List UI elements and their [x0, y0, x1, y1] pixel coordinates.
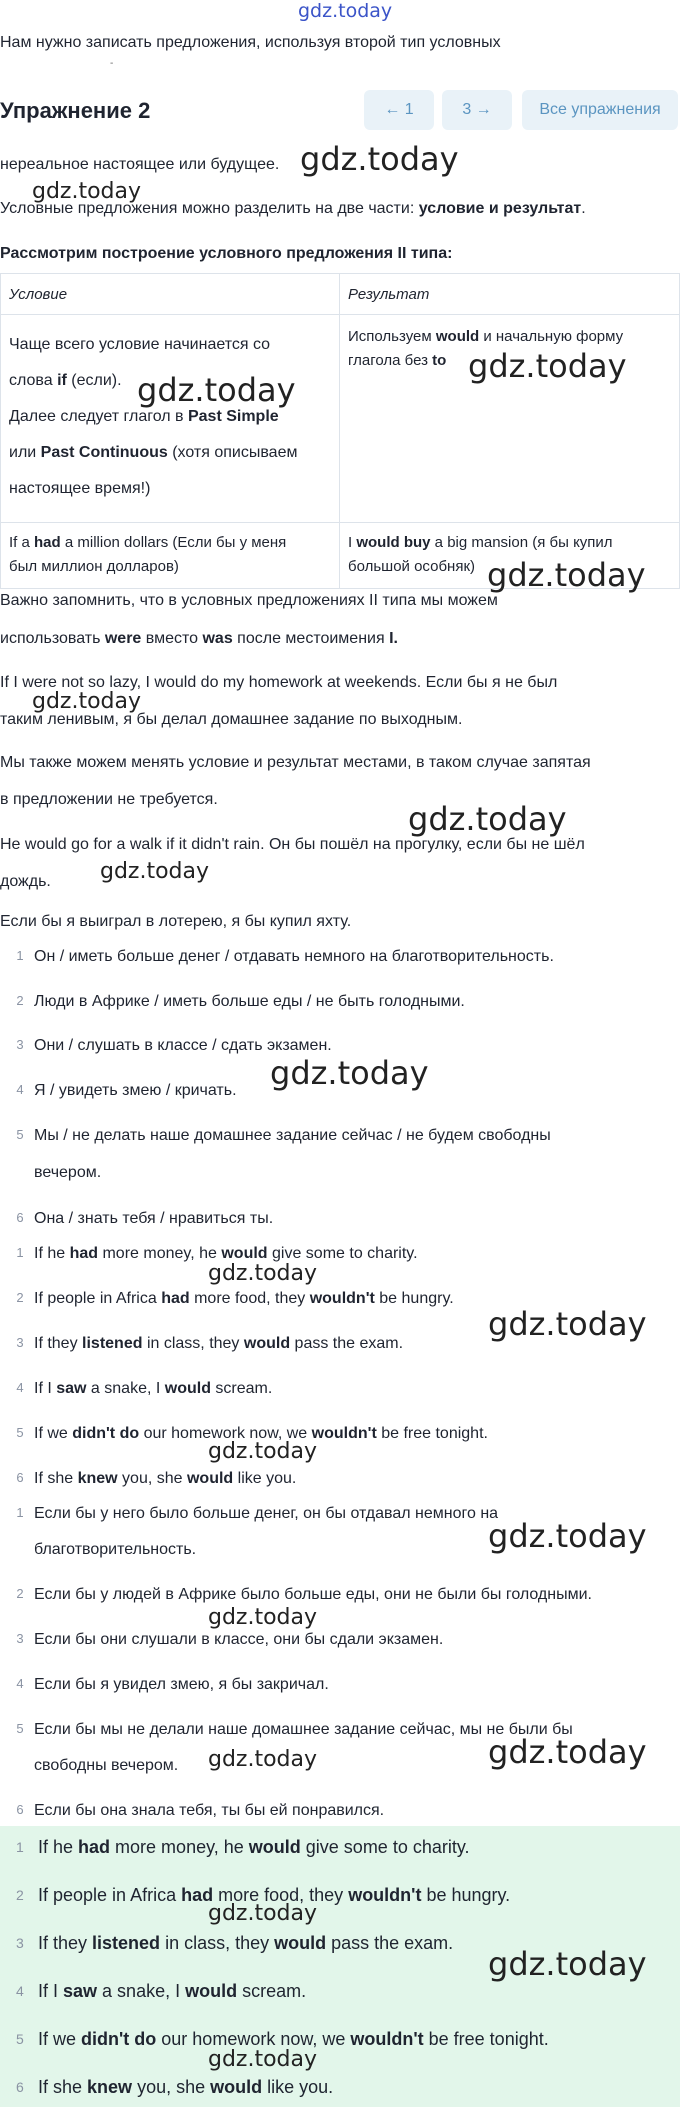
watermark: gdz.today [137, 371, 296, 409]
watermark: gdz.today [100, 859, 210, 884]
swap-note-line1: Мы также можем менять условие и результат местами, в таком случае запятая [0, 754, 591, 771]
next-exercise-button[interactable]: 3 → [442, 90, 512, 130]
watermark: gdz.today [32, 689, 142, 714]
watermark: gdz.today [488, 1945, 647, 1983]
watermark: gdz.today [300, 140, 459, 178]
watermark: gdz.today [468, 347, 627, 385]
theory-heading: Рассмотрим построение условного предложения II типа: [0, 245, 453, 262]
watermark: gdz.today [488, 1517, 647, 1555]
watermark: gdz.today [208, 2047, 318, 2072]
watermark: gdz.today [488, 1305, 647, 1343]
watermark: gdz.today [270, 1054, 429, 1092]
watermark: gdz.today [488, 1733, 647, 1771]
watermark: gdz.today [208, 1605, 318, 1630]
table-cell-condition-rule: Чаще всего условие начинается со слова if (если). Далее следует глагол в Past Simple или Past Continuous (хотя описываем настоящее время!) [1, 315, 340, 523]
table-cell-condition-example: If a had a million dollars (Если бы у меня был миллион долларов) [1, 523, 340, 589]
theory-line2: Условные предложения можно разделить на две части: условие и результат. [0, 200, 586, 217]
example1-line1: If I were not so lazy, I would do my homework at weekends. Если бы я не был [0, 674, 558, 691]
were-note-line1: Важно запомнить, что в условных предложениях II типа мы можем [0, 592, 498, 609]
watermark: gdz.today [208, 1261, 318, 1286]
were-note-line2: использовать were вместо was после местоимения I. [0, 630, 398, 647]
sample-sentence: Если бы я выиграл в лотерею, я бы купил яхту. [0, 913, 352, 930]
example1-line2: таким ленивым, я бы делал домашнее задание по выходным. [0, 711, 463, 728]
exercise-title: Упражнение 2 [0, 98, 151, 123]
table-cell-result-example: I would buy a big mansion (я бы купил большой особняк) [340, 523, 680, 589]
watermark: gdz.today [408, 800, 567, 838]
example2-line2: дождь. [0, 873, 51, 890]
swap-note-line2: в предложении не требуется. [0, 791, 218, 808]
watermark: gdz.today [208, 1901, 318, 1926]
table-head-result: Результат [340, 274, 680, 315]
intro-dash: - [110, 58, 114, 69]
example2-line1: He would go for a walk if it didn't rain. Он бы пошёл на прогулку, если бы не шёл [0, 836, 585, 853]
watermark: gdz.today [487, 556, 646, 594]
theory-line1: нереальное настоящее или будущее. [0, 156, 280, 173]
site-logo[interactable]: gdz.today [298, 0, 393, 22]
watermark: gdz.today [208, 1439, 318, 1464]
table-head-condition: Условие [1, 274, 340, 315]
intro-text: Нам нужно записать предложения, используя второй тип условных [0, 34, 501, 51]
all-exercises-button[interactable]: Все упражнения [522, 90, 678, 130]
watermark: gdz.today [208, 1747, 318, 1772]
watermark: gdz.today [32, 179, 142, 204]
table-cell-result-rule: Используем would и начальную форму глагола без to [340, 315, 680, 523]
prev-exercise-button[interactable]: ← 1 [364, 90, 434, 130]
condition-table [0, 273, 680, 589]
